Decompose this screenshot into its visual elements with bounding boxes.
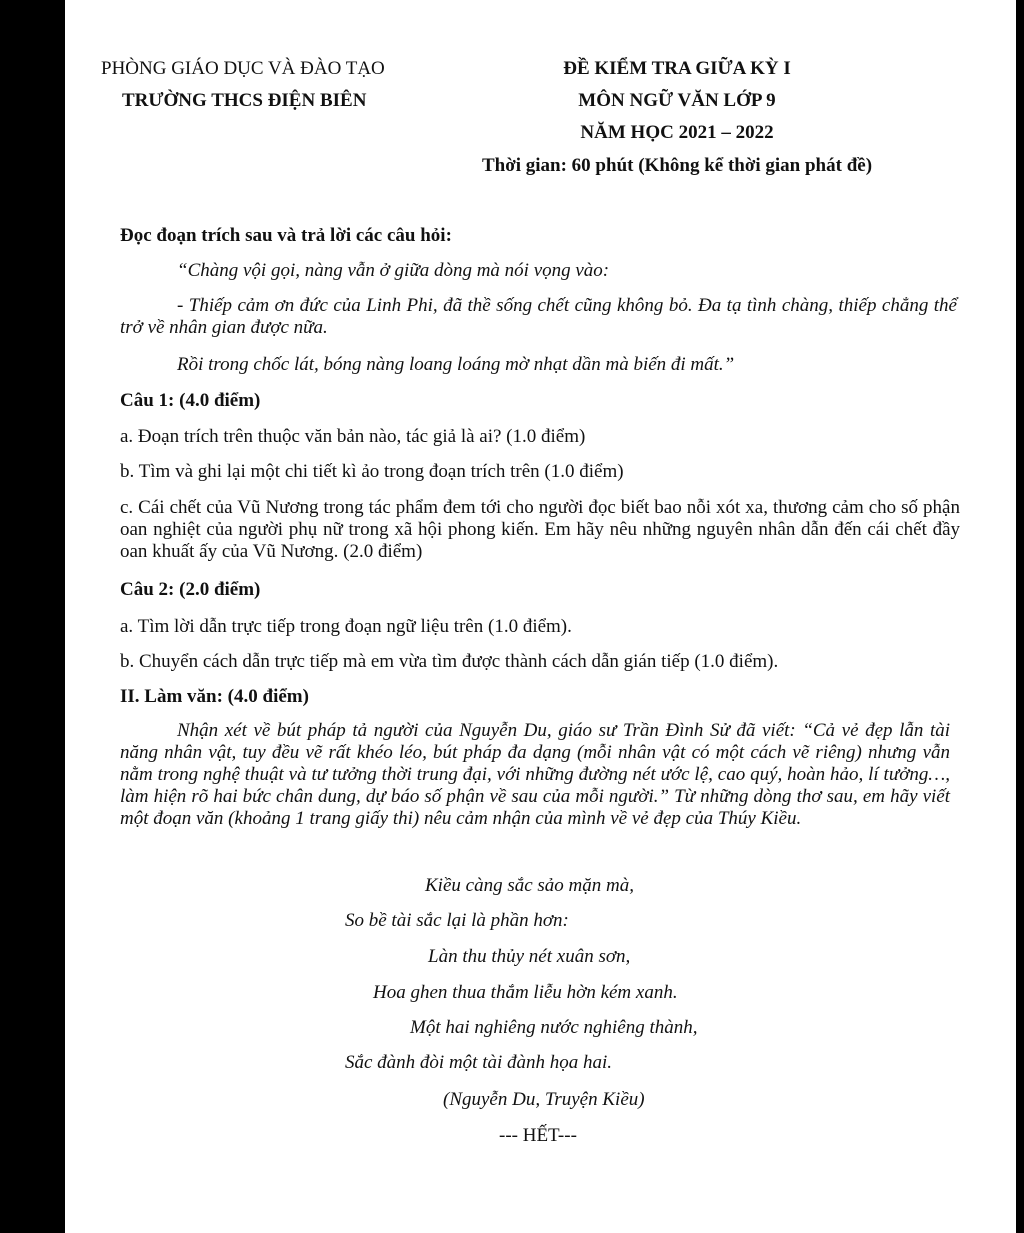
question-1a: a. Đoạn trích trên thuộc văn bản nào, tác giả là ai? (1.0 điểm) — [120, 426, 586, 447]
poem-line-5: Một hai nghiêng nước nghiêng thành, — [410, 1017, 698, 1038]
exam-title: ĐỀ KIỂM TRA GIỮA KỲ I — [563, 58, 791, 79]
question-2-title: Câu 2: (2.0 điểm) — [120, 579, 261, 600]
right-black-margin — [1016, 0, 1024, 1233]
question-2a: a. Tìm lời dẫn trực tiếp trong đoạn ngữ liệu trên (1.0 điểm). — [120, 616, 572, 637]
poem-source: (Nguyễn Du, Truyện Kiều) — [443, 1089, 645, 1110]
department-name: PHÒNG GIÁO DỤC VÀ ĐÀO TẠO — [101, 58, 385, 79]
quote-line-1: “Chàng vội gọi, nàng vẫn ở giữa dòng mà nói vọng vào: — [177, 260, 610, 281]
reading-instruction: Đọc đoạn trích sau và trả lời các câu hỏi: — [120, 225, 452, 246]
question-1b: b. Tìm và ghi lại một chi tiết kì ảo trong đoạn trích trên (1.0 điểm) — [120, 461, 624, 482]
quote-line-3: Rồi trong chốc lát, bóng nàng loang loáng mờ nhạt dần mà biến đi mất.” — [177, 354, 735, 375]
question-2b: b. Chuyển cách dẫn trực tiếp mà em vừa tìm được thành cách dẫn gián tiếp (1.0 điểm). — [120, 651, 779, 672]
exam-paper — [65, 0, 1016, 1233]
exam-duration: Thời gian: 60 phút (Không kể thời gian phát đề) — [481, 155, 873, 176]
poem-line-6: Sắc đành đòi một tài đành họa hai. — [345, 1052, 613, 1073]
school-name: TRƯỜNG THCS ĐIỆN BIÊN — [122, 90, 367, 111]
essay-prompt: Nhận xét về bút pháp tả người của Nguyễn Du, giáo sư Trần Đình Sử đã viết: “Cả vẻ đẹp lẫn tài năng nhân vật, tuy đều vẽ rất khéo léo, bút pháp đa dạng (mỗi nhân vật có một cách vẽ riêng) nhưng vẫn nằm trong nghệ thuật và tư tưởng thời trung đại, với những đường nét ước lệ, cao quý, hoàn hảo, lí tưởng…, làm hiện rõ hai bức chân dung, dự báo số phận về sau của mỗi người.” Từ những dòng thơ sau, em hãy viết một đoạn văn (khoảng 1 trang giấy thi) nêu cảm nhận của mình về vẻ đẹp của Thúy Kiều. — [120, 720, 950, 829]
question-1c: c. Cái chết của Vũ Nương trong tác phẩm đem tới cho người đọc biết bao nỗi xót xa, thương cảm cho số phận oan nghiệt của người phụ nữ trong xã hội phong kiến. Em hãy nêu những nguyên nhân dẫn đến cái chết đầy oan khuất ấy của Vũ Nương. (2.0 điểm) — [120, 497, 960, 562]
subject-title: MÔN NGỮ VĂN LỚP 9 — [578, 90, 776, 111]
question-1-title: Câu 1: (4.0 điểm) — [120, 390, 261, 411]
poem-line-1: Kiều càng sắc sảo mặn mà, — [425, 875, 634, 896]
end-mark: --- HẾT--- — [499, 1125, 577, 1146]
left-black-margin — [0, 0, 65, 1233]
poem-line-4: Hoa ghen thua thắm liễu hờn kém xanh. — [373, 982, 678, 1003]
quote-line-2: - Thiếp cảm ơn đức của Linh Phi, đã thề sống chết cũng không bỏ. Đa tạ tình chàng, thiếp chẳng thể trở về nhân gian được nữa. — [120, 295, 957, 338]
poem-line-2: So bề tài sắc lại là phần hơn: — [345, 910, 569, 931]
poem-line-3: Làn thu thủy nét xuân sơn, — [428, 946, 631, 967]
school-year: NĂM HỌC 2021 – 2022 — [580, 122, 774, 143]
essay-title: II. Làm văn: (4.0 điểm) — [120, 686, 309, 707]
